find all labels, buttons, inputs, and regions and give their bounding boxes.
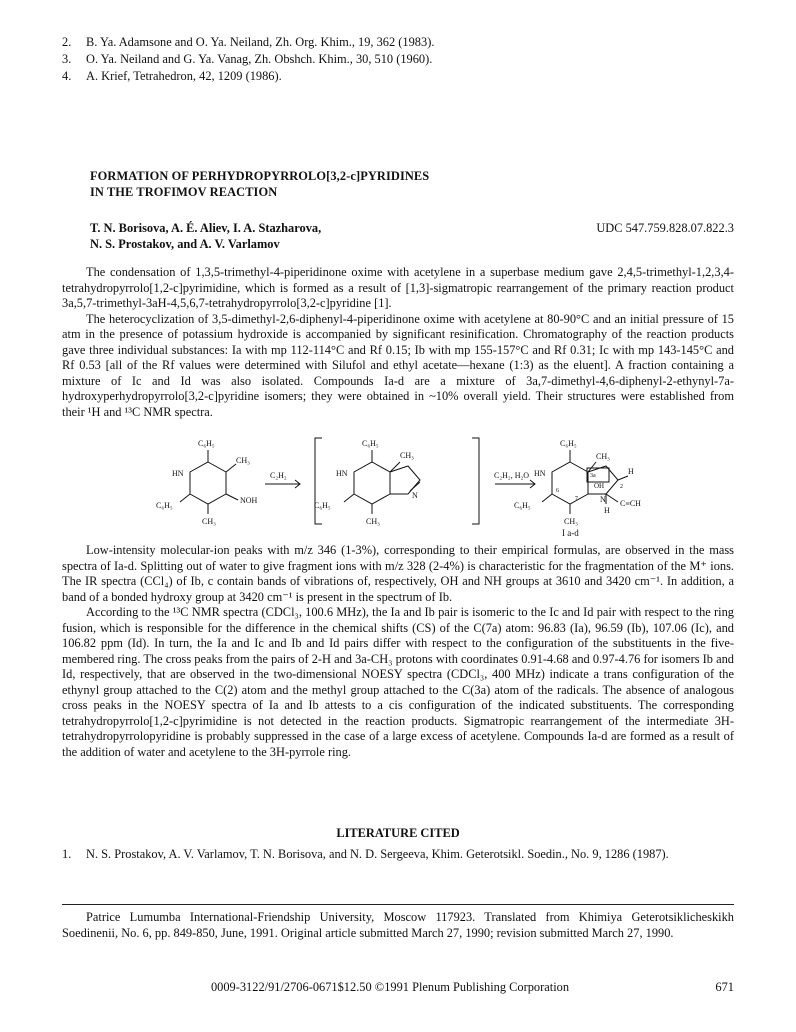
substituent-label: OH (594, 482, 605, 490)
article-title-line: IN THE TROFIMOV REACTION (90, 185, 278, 199)
atom-label: N (412, 491, 418, 500)
authors-line: N. S. Prostakov, and A. V. Varlamov (90, 237, 280, 251)
authors-line: T. N. Borisova, A. É. Aliev, I. A. Stazharova, (90, 221, 322, 235)
paragraph: According to the ¹³C NMR spectra (CDCl₃, 100.6 MHz), the Ia and Ib pair is isomeric to the Ic and Id pair with respect to the ring fusion, which is responsible for the difference in the chemical shifts (CS) of the C(7a) atom: 96.83 (Ia), 96.59 (Ib), 107.06 (Ic), and 106.82 ppm (Id). In turn, the Ia and Ic and Ib and Id pairs differ with respect to the configuration of the substituents in the five-membered ring. The cross peaks from the pairs of 2-H and 3a-CH₃ protons with coordinates 0.91-4.68 and 0.97-4.76 for isomers Ib and Id, respectively, that are observed in the two-dimensional NOESY spectra (CDCl₃, 400 MHz) indicate a trans configuration of the ethynyl group attached to the C(2) atom and the methyl group attached to the C(3a) atom of the radicals. The absence of analogous cross peaks in the NOESY spectra of Ia and Ib attests to a cis configuration of the indicated substituents. The corresponding tetrahydropyrrolo[1,2-c]pyrimidine is not detected in the reaction products. Sigmatropic rearrangement of the intermediate 3H-tetrahydropyrrolopyridine is probably suppressed in the case of a large excess of acetylene. Compounds Ia-d are formed as a result of the addition of water and acetylene to the 3H-pyrrole ring. (62, 605, 734, 759)
footnote-divider (62, 904, 734, 905)
reference-number: 1. (62, 847, 72, 861)
substituent-label: C≡CH (620, 499, 641, 508)
article-title (90, 168, 610, 200)
substituent-label: C₆H₅ (156, 501, 173, 510)
reference-text: O. Ya. Neiland and G. Ya. Vanag, Zh. Obshch. Khim., 30, 510 (1960). (86, 52, 433, 66)
atom-label: HN (534, 469, 546, 478)
substituent-label: CH₃ (366, 517, 380, 526)
reference-number: 2. (62, 35, 72, 49)
position-label: 2 (620, 484, 623, 490)
copyright-line: 0009-3122/91/2706-0671$12.50 ©1991 Plenum Publishing Corporation (210, 980, 570, 994)
substituent-label: C₆H₅ (514, 501, 531, 510)
substituent-label: CH₃ (596, 452, 610, 461)
atom-label: H (628, 467, 634, 476)
reference-text: N. S. Prostakov, A. V. Varlamov, T. N. Borisova, and N. D. Sergeeva, Khim. Geterotsikl. Soedin., No. 9, 1286 (1987). (86, 847, 669, 861)
compound-label: I a-d (562, 528, 579, 538)
substituent-label: NOH (240, 496, 258, 505)
reaction-scheme (150, 432, 670, 540)
reference-text: A. Krief, Tetrahedron, 42, 1209 (1986). (86, 69, 282, 83)
reference-item (62, 51, 742, 68)
substituent-label: C₆H₅ (362, 439, 379, 448)
reagent-label: C₂H₂ (270, 471, 287, 480)
affiliation-footnote: Patrice Lumumba International-Friendship University, Moscow 117923. Translated from Khimiya Geterotsiklicheskikh Soedinenii, No. 6, pp. 849-850, June, 1991. Original article submitted March 27, 1990; revision submitted March 27, 1990. (62, 910, 734, 940)
position-label: 7 (575, 496, 578, 502)
paragraph: The heterocyclization of 3,5-dimethyl-2,6-diphenyl-4-piperidinone oxime with acetylene at 80-90°C and an initial pressure of 15 atm in the presence of potassium hydroxide is accompanied by significant resinification. Chromatography of the reaction products gave three individual substances: Ia with mp 112-114°C and Rf 0.15; Ib with mp 155-157°C and Rf 0.31; Ic with mp 143-145°C and Rf 0.53 [all of the Rf values were determined with Silufol and ethyl acetate—hexane (1:3) as the eluent]. A fraction containing a mixture of Ic and Id was also isolated. Compounds Ia-d are a mixture of 3a,7-dimethyl-4,6-diphenyl-2-ethynyl-7a-hydroxyperhydropyrrolo[3,2-c]pyridine isomers; they were obtained in ~10% overall yield. Their structures were established from their ¹H and ¹³C NMR spectra. (62, 311, 734, 419)
reagent-label: C₂H₂, H₂O (494, 471, 530, 480)
reference-text: B. Ya. Adamsone and O. Ya. Neiland, Zh. Org. Khim., 19, 362 (1983). (86, 35, 435, 49)
page-number: 671 (715, 980, 734, 994)
substituent-label: C₆H₅ (560, 439, 577, 448)
substituent-label: C₆H₅ (314, 501, 331, 510)
article-title-line: FORMATION OF PERHYDROPYRROLO[3,2-c]PYRIDINES (90, 169, 430, 183)
reference-item (62, 68, 742, 85)
atom-label: HN (336, 469, 348, 478)
body-text-intro (62, 265, 734, 420)
position-label: 3a (590, 473, 596, 479)
top-reference-list (62, 34, 742, 85)
literature-item (62, 846, 734, 862)
paragraph: The condensation of 1,3,5-trimethyl-4-piperidinone oxime with acetylene in a superbase medium gave 2,4,5-trimethyl-1,2,3,4-tetrahydropyrrolo[1,2-c]pyrimidine, which is formed as a result of [1,3]-sigmatropic rearrangement of the primary reaction product 3a,5,7-trimethyl-3aH-4,5,6,7-tetrahydropyrrolo[3,2-c]pyridine [1]. (62, 265, 734, 310)
reference-number: 3. (62, 52, 72, 66)
paragraph: Low-intensity molecular-ion peaks with m/z 346 (1-3%), corresponding to their empirical formulas, are observed in the mass spectra of Ia-d. Splitting out of water to give fragment ions with m/z 328 (2-4%) is characteristic for the fragmentation of the M⁺ ions. The IR spectra (CCl₄) of Ib, c contain bands of vibrations of, respectively, OH and NH groups at 3610 and 3420 cm⁻¹. In addition, a band of a bonded hydroxy group at 3420 cm⁻¹ is present in the spectrum of Ib. (62, 543, 734, 604)
substituent-label: C₆H₅ (198, 439, 215, 448)
reference-number: 4. (62, 69, 72, 83)
position-label: 6 (556, 488, 559, 494)
article-authors (90, 220, 450, 252)
atom-label: H (604, 506, 610, 515)
substituent-label: CH₃ (564, 517, 578, 526)
reference-item (62, 34, 742, 51)
body-text-discussion (62, 543, 734, 760)
substituent-label: CH₃ (202, 517, 216, 526)
atom-label: HN (172, 469, 184, 478)
udc-code: UDC 547.759.828.07.822.3 (596, 221, 734, 235)
literature-heading: LITERATURE CITED (336, 826, 460, 840)
substituent-label: CH₃ (236, 456, 250, 465)
atom-label: N (600, 495, 606, 504)
substituent-label: CH₃ (400, 451, 414, 460)
